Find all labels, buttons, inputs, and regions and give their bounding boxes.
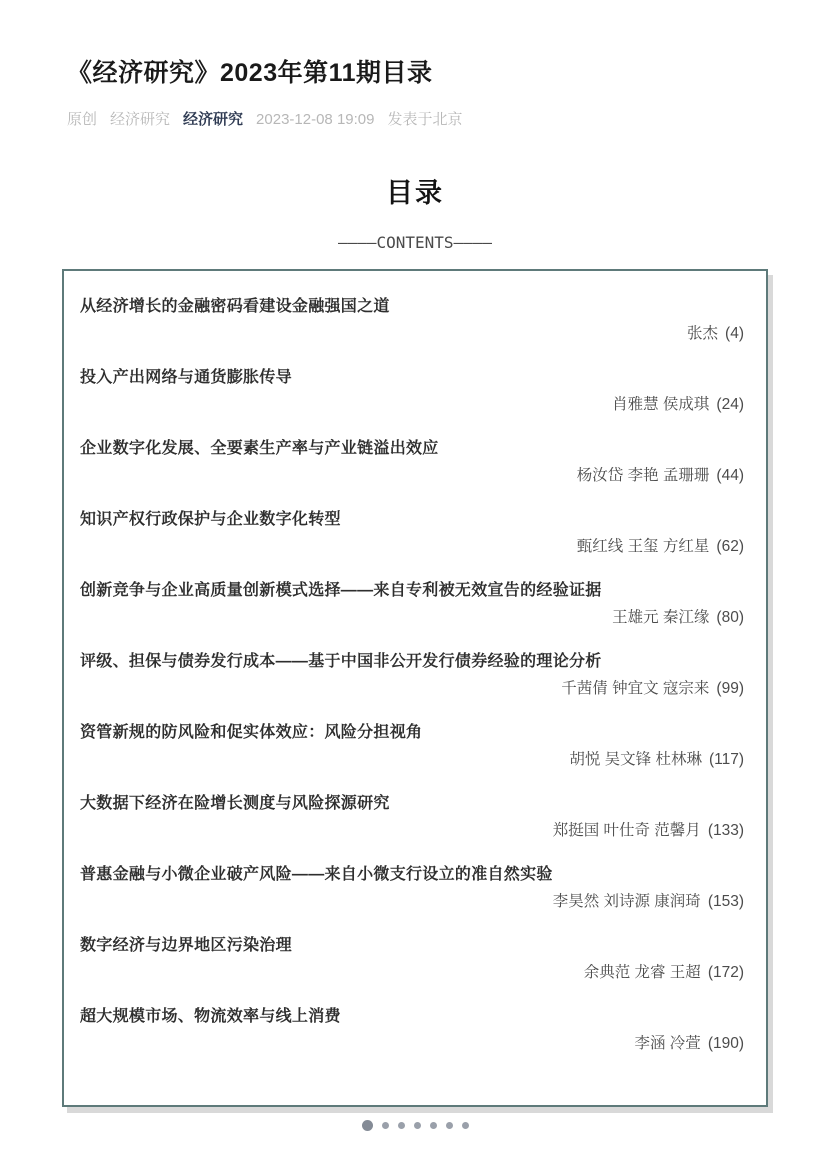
entry-byline [80,465,744,487]
entry-authors: 李涵 冷萱 [634,1035,701,1052]
entry-authors: 肖雅慧 侯成琪 [612,396,710,413]
entry-title: 数字经济与边界地区污染治理 [80,937,292,954]
contents-label: ————CONTENTS———— [337,233,493,252]
entry-byline [80,1033,744,1055]
entry-page-number: (4) [725,325,744,342]
entry-page-number: (99) [716,680,744,697]
toc-entry [80,367,744,416]
toc-entry [80,580,744,629]
entry-byline [80,678,744,700]
toc-entry [80,509,744,558]
author-name: 经济研究 [110,111,171,128]
entry-title: 知识产权行政保护与企业数字化转型 [80,511,341,528]
carousel-dot[interactable] [446,1122,453,1129]
entry-title: 大数据下经济在险增长测度与风险探源研究 [80,795,390,812]
toc-entry [80,935,744,984]
entry-page-number: (190) [707,1035,744,1052]
entry-authors: 郑挺国 叶仕奇 范馨月 [552,822,701,839]
entry-authors: 张杰 [687,325,719,342]
carousel-dot-active[interactable] [362,1120,373,1131]
carousel-dot[interactable] [382,1122,389,1129]
entry-page-number: (62) [716,538,744,555]
publish-datetime: 2023-12-08 19:09 [256,111,375,128]
entry-title: 创新竞争与企业高质量创新模式选择——来自专利被无效宣告的经验证据 [80,582,602,599]
entry-title: 投入产出网络与通货膨胀传导 [80,369,292,386]
entry-byline [80,962,744,984]
toc-entry [80,1006,744,1055]
entry-title: 普惠金融与小微企业破产风险——来自小微支行设立的准自然实验 [80,866,553,883]
article-header [67,57,770,130]
entry-byline [80,394,744,416]
carousel-dot[interactable] [462,1122,469,1129]
toc-entry [80,864,744,913]
article-title: 《经济研究》2023年第11期目录 [67,59,433,87]
entry-byline [80,323,744,345]
toc-entry [80,296,744,345]
article-meta [67,110,770,130]
entry-byline [80,891,744,913]
entry-byline [80,749,744,771]
entry-authors: 甄红线 王玺 方红星 [576,538,710,555]
entry-page-number: (24) [716,396,744,413]
account-name-link[interactable]: 经济研究 [183,111,244,128]
entry-page-number: (44) [716,467,744,484]
entry-page-number: (117) [708,751,744,768]
carousel-dot[interactable] [430,1122,437,1129]
entry-page-number: (153) [707,893,744,910]
carousel-dot[interactable] [414,1122,421,1129]
entry-title: 评级、担保与债券发行成本——基于中国非公开发行债券经验的理论分析 [80,653,602,670]
entry-title: 资管新规的防风险和促实体效应：风险分担视角 [80,724,423,741]
entry-page-number: (172) [707,964,744,981]
toc-entry [80,438,744,487]
entry-authors: 王雄元 秦江缘 [612,609,710,626]
entry-title: 从经济增长的金融密码看建设金融强国之道 [80,298,390,315]
carousel-dots [0,1120,830,1131]
entry-authors: 胡悦 吴文锋 杜林琳 [569,751,702,768]
entry-byline [80,607,744,629]
toc-entry [80,651,744,700]
entry-page-number: (133) [707,822,744,839]
entry-authors: 李昊然 刘诗源 康润琦 [552,893,701,910]
entry-byline [80,536,744,558]
entry-byline [80,820,744,842]
toc-heading: 目录 [386,178,444,208]
entry-authors: 余典范 龙睿 王超 [583,964,701,981]
entry-authors: 杨汝岱 李艳 孟珊珊 [576,467,710,484]
toc-card[interactable] [62,269,768,1107]
toc-entry [80,793,744,842]
entry-page-number: (80) [716,609,744,626]
entry-authors: 千茜倩 钟宜文 寇宗来 [561,680,710,697]
entry-title: 超大规模市场、物流效率与线上消费 [80,1008,341,1025]
entry-title: 企业数字化发展、全要素生产率与产业链溢出效应 [80,440,439,457]
publish-location: 发表于北京 [387,111,463,128]
carousel-dot[interactable] [398,1122,405,1129]
original-tag: 原创 [67,111,98,128]
toc-entry [80,722,744,771]
